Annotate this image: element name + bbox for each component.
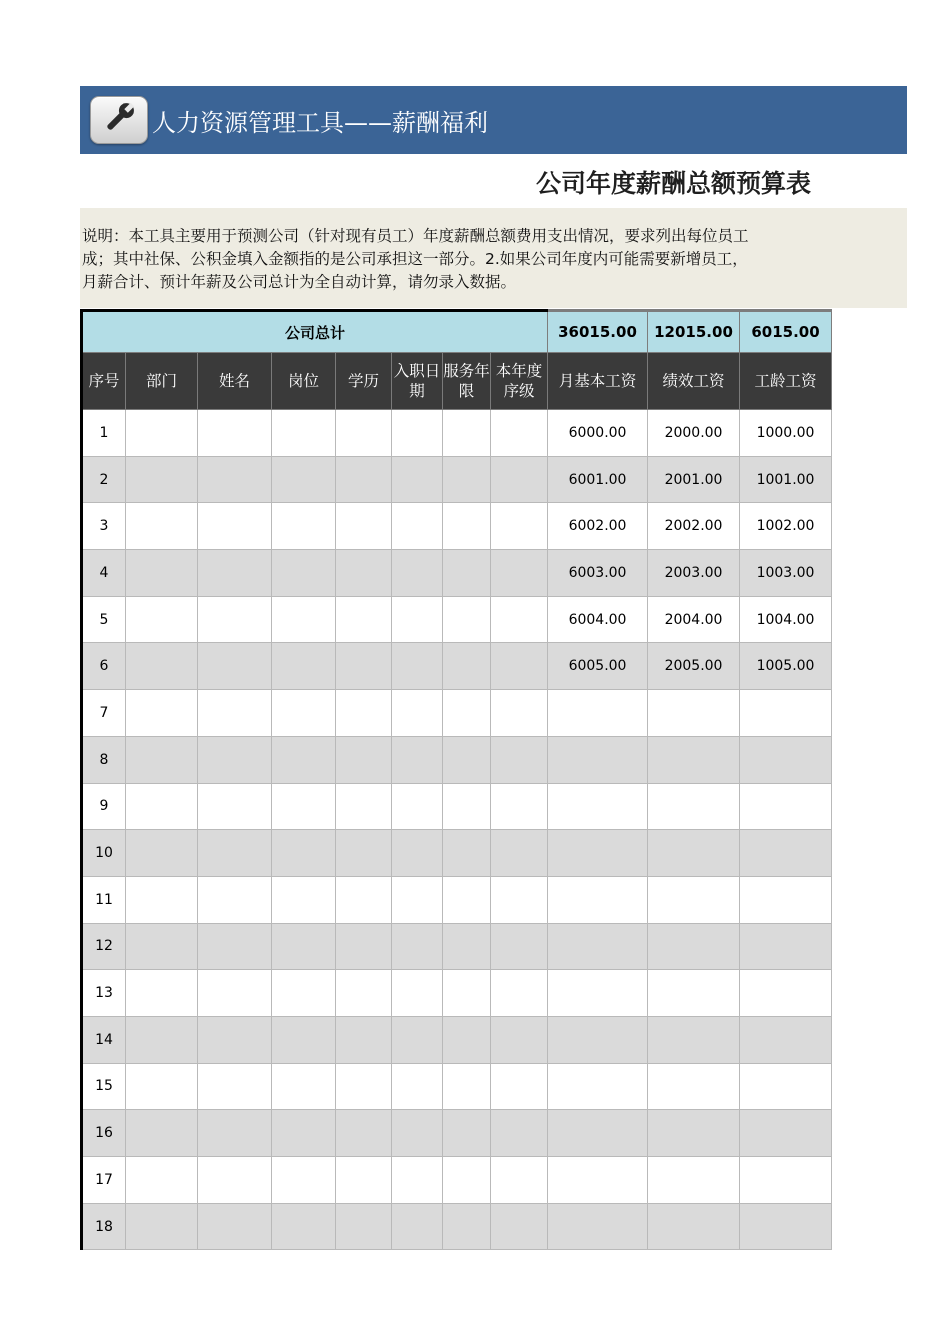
cell-grade[interactable] (491, 690, 548, 737)
cell-name[interactable] (198, 970, 272, 1017)
cell-seniority-salary[interactable] (740, 1157, 832, 1204)
cell-education[interactable] (336, 550, 392, 597)
cell-hire-date[interactable] (392, 643, 443, 690)
cell-position[interactable] (272, 410, 336, 457)
cell-name[interactable] (198, 690, 272, 737)
cell-seniority-salary[interactable]: 1002.00 (740, 503, 832, 550)
cell-index[interactable]: 8 (82, 736, 126, 783)
cell-education[interactable] (336, 596, 392, 643)
cell-name[interactable] (198, 550, 272, 597)
cell-performance-salary[interactable] (648, 1157, 740, 1204)
cell-department[interactable] (126, 1016, 198, 1063)
cell-grade[interactable] (491, 736, 548, 783)
table-row (82, 1203, 832, 1250)
cell-name[interactable] (198, 1110, 272, 1157)
header-education: 学历 (336, 353, 392, 410)
cell-position[interactable] (272, 1110, 336, 1157)
cell-performance-salary[interactable]: 2002.00 (648, 503, 740, 550)
table-row (82, 503, 832, 550)
table-row (82, 923, 832, 970)
cell-service-years[interactable] (443, 1016, 491, 1063)
cell-service-years[interactable] (443, 783, 491, 830)
cell-performance-salary[interactable] (648, 876, 740, 923)
cell-performance-salary[interactable] (648, 970, 740, 1017)
cell-name[interactable] (198, 876, 272, 923)
table-row (82, 1157, 832, 1204)
cell-education[interactable] (336, 1203, 392, 1250)
cell-department[interactable] (126, 923, 198, 970)
cell-seniority-salary[interactable] (740, 736, 832, 783)
cell-service-years[interactable] (443, 970, 491, 1017)
cell-education[interactable] (336, 1157, 392, 1204)
total-base-salary[interactable]: 36015.00 (548, 311, 648, 353)
cell-education[interactable] (336, 1110, 392, 1157)
cell-seniority-salary[interactable] (740, 830, 832, 877)
cell-base-salary[interactable] (548, 1110, 648, 1157)
cell-seniority-salary[interactable] (740, 923, 832, 970)
cell-performance-salary[interactable] (648, 736, 740, 783)
cell-position[interactable] (272, 1016, 336, 1063)
cell-hire-date[interactable] (392, 923, 443, 970)
cell-index[interactable]: 2 (82, 456, 126, 503)
cell-position[interactable] (272, 643, 336, 690)
cell-grade[interactable] (491, 1016, 548, 1063)
cell-department[interactable] (126, 876, 198, 923)
description-text (82, 225, 834, 294)
cell-name[interactable] (198, 783, 272, 830)
table-row (82, 970, 832, 1017)
cell-performance-salary[interactable] (648, 690, 740, 737)
cell-performance-salary[interactable] (648, 783, 740, 830)
table-row (82, 1110, 832, 1157)
table-row (82, 596, 832, 643)
cell-service-years[interactable] (443, 410, 491, 457)
cell-position[interactable] (272, 876, 336, 923)
cell-hire-date[interactable] (392, 1110, 443, 1157)
cell-seniority-salary[interactable] (740, 1016, 832, 1063)
cell-hire-date[interactable] (392, 1157, 443, 1204)
cell-hire-date[interactable] (392, 1016, 443, 1063)
cell-performance-salary[interactable] (648, 923, 740, 970)
cell-grade[interactable] (491, 830, 548, 877)
header-hire-date: 入职日期 (392, 353, 443, 410)
header-index: 序号 (82, 353, 126, 410)
cell-index[interactable]: 7 (82, 690, 126, 737)
cell-name[interactable] (198, 1157, 272, 1204)
cell-name[interactable] (198, 736, 272, 783)
header-service-years: 服务年限 (443, 353, 491, 410)
header-position: 岗位 (272, 353, 336, 410)
cell-position[interactable] (272, 503, 336, 550)
cell-base-salary[interactable] (548, 1203, 648, 1250)
cell-index[interactable]: 3 (82, 503, 126, 550)
cell-grade[interactable] (491, 456, 548, 503)
cell-education[interactable] (336, 736, 392, 783)
cell-hire-date[interactable] (392, 456, 443, 503)
cell-position[interactable] (272, 690, 336, 737)
cell-index[interactable]: 15 (82, 1063, 126, 1110)
cell-grade[interactable] (491, 1110, 548, 1157)
cell-base-salary[interactable] (548, 876, 648, 923)
cell-education[interactable] (336, 970, 392, 1017)
cell-performance-salary[interactable]: 2003.00 (648, 550, 740, 597)
description-line: 说明：本工具主要用于预测公司（针对现有员工）年度薪酬总额费用支出情况，要求列出每位员工 (82, 227, 749, 245)
cell-department[interactable] (126, 1203, 198, 1250)
cell-index[interactable]: 12 (82, 923, 126, 970)
cell-department[interactable] (126, 783, 198, 830)
cell-department[interactable] (126, 1063, 198, 1110)
cell-hire-date[interactable] (392, 830, 443, 877)
cell-index[interactable]: 4 (82, 550, 126, 597)
cell-position[interactable] (272, 830, 336, 877)
cell-hire-date[interactable] (392, 1203, 443, 1250)
cell-service-years[interactable] (443, 690, 491, 737)
table-row (82, 690, 832, 737)
total-performance-salary[interactable]: 12015.00 (648, 311, 740, 353)
cell-seniority-salary[interactable] (740, 783, 832, 830)
table-row (82, 830, 832, 877)
cell-seniority-salary[interactable] (740, 1063, 832, 1110)
cell-hire-date[interactable] (392, 410, 443, 457)
header-base-salary: 月基本工资 (548, 353, 648, 410)
cell-hire-date[interactable] (392, 1063, 443, 1110)
table-row (82, 643, 832, 690)
cell-hire-date[interactable] (392, 503, 443, 550)
cell-service-years[interactable] (443, 923, 491, 970)
cell-department[interactable] (126, 970, 198, 1017)
cell-base-salary[interactable] (548, 783, 648, 830)
cell-base-salary[interactable] (548, 970, 648, 1017)
cell-seniority-salary[interactable] (740, 970, 832, 1017)
description-box (80, 208, 907, 308)
banner-title: 人力资源管理工具——薪酬福利 (152, 108, 488, 137)
cell-education[interactable] (336, 876, 392, 923)
cell-name[interactable] (198, 830, 272, 877)
cell-name[interactable] (198, 456, 272, 503)
cell-position[interactable] (272, 456, 336, 503)
cell-hire-date[interactable] (392, 550, 443, 597)
cell-position[interactable] (272, 736, 336, 783)
cell-grade[interactable] (491, 876, 548, 923)
cell-service-years[interactable] (443, 1203, 491, 1250)
table-row (82, 550, 832, 597)
cell-performance-salary[interactable]: 2004.00 (648, 596, 740, 643)
cell-service-years[interactable] (443, 503, 491, 550)
cell-position[interactable] (272, 1157, 336, 1204)
cell-education[interactable] (336, 923, 392, 970)
cell-education[interactable] (336, 456, 392, 503)
column-header-row (82, 353, 832, 410)
cell-grade[interactable] (491, 503, 548, 550)
cell-education[interactable] (336, 643, 392, 690)
cell-hire-date[interactable] (392, 596, 443, 643)
cell-service-years[interactable] (443, 1157, 491, 1204)
cell-education[interactable] (336, 690, 392, 737)
cell-service-years[interactable] (443, 643, 491, 690)
cell-index[interactable]: 18 (82, 1203, 126, 1250)
cell-department[interactable] (126, 503, 198, 550)
cell-grade[interactable] (491, 550, 548, 597)
cell-hire-date[interactable] (392, 736, 443, 783)
cell-education[interactable] (336, 410, 392, 457)
cell-base-salary[interactable] (548, 690, 648, 737)
cell-hire-date[interactable] (392, 690, 443, 737)
header-seniority-salary: 工龄工资 (740, 353, 832, 410)
description-line: 成；其中社保、公积金填入金额指的是公司承担这一部分。2.如果公司年度内可能需要新增员工， (82, 250, 748, 268)
cell-base-salary[interactable] (548, 830, 648, 877)
cell-position[interactable] (272, 1203, 336, 1250)
cell-education[interactable] (336, 1016, 392, 1063)
cell-index[interactable]: 10 (82, 830, 126, 877)
table-row (82, 410, 832, 457)
cell-service-years[interactable] (443, 456, 491, 503)
cell-department[interactable] (126, 643, 198, 690)
cell-position[interactable] (272, 1063, 336, 1110)
cell-name[interactable] (198, 410, 272, 457)
cell-department[interactable] (126, 550, 198, 597)
cell-seniority-salary[interactable] (740, 1110, 832, 1157)
cell-name[interactable] (198, 923, 272, 970)
header-name: 姓名 (198, 353, 272, 410)
totals-row (82, 311, 832, 353)
salary-budget-table (80, 309, 832, 1250)
cell-service-years[interactable] (443, 596, 491, 643)
cell-grade[interactable] (491, 1203, 548, 1250)
cell-performance-salary[interactable]: 2005.00 (648, 643, 740, 690)
cell-base-salary[interactable]: 6001.00 (548, 456, 648, 503)
cell-base-salary[interactable]: 6005.00 (548, 643, 648, 690)
cell-hire-date[interactable] (392, 783, 443, 830)
cell-education[interactable] (336, 503, 392, 550)
totals-label: 公司总计 (82, 311, 548, 353)
cell-seniority-salary[interactable] (740, 690, 832, 737)
cell-education[interactable] (336, 1063, 392, 1110)
cell-service-years[interactable] (443, 1063, 491, 1110)
cell-seniority-salary[interactable] (740, 876, 832, 923)
cell-department[interactable] (126, 736, 198, 783)
cell-performance-salary[interactable] (648, 1203, 740, 1250)
header-department: 部门 (126, 353, 198, 410)
cell-seniority-salary[interactable] (740, 1203, 832, 1250)
cell-name[interactable] (198, 596, 272, 643)
cell-hire-date[interactable] (392, 970, 443, 1017)
total-seniority-salary[interactable]: 6015.00 (740, 311, 832, 353)
cell-hire-date[interactable] (392, 876, 443, 923)
cell-position[interactable] (272, 783, 336, 830)
cell-performance-salary[interactable] (648, 1110, 740, 1157)
cell-department[interactable] (126, 690, 198, 737)
cell-name[interactable] (198, 1016, 272, 1063)
cell-department[interactable] (126, 410, 198, 457)
cell-name[interactable] (198, 1203, 272, 1250)
cell-service-years[interactable] (443, 736, 491, 783)
table-row (82, 456, 832, 503)
cell-base-salary[interactable] (548, 736, 648, 783)
cell-index[interactable]: 14 (82, 1016, 126, 1063)
cell-index[interactable]: 11 (82, 876, 126, 923)
table-row (82, 783, 832, 830)
cell-performance-salary[interactable] (648, 1016, 740, 1063)
cell-position[interactable] (272, 923, 336, 970)
cell-education[interactable] (336, 783, 392, 830)
wrench-icon (102, 101, 136, 139)
app-banner (80, 86, 907, 154)
header-grade: 本年度序级 (491, 353, 548, 410)
page-title: 公司年度薪酬总额预算表 (536, 169, 812, 198)
cell-seniority-salary[interactable]: 1003.00 (740, 550, 832, 597)
cell-performance-salary[interactable] (648, 830, 740, 877)
cell-base-salary[interactable]: 6000.00 (548, 410, 648, 457)
cell-name[interactable] (198, 503, 272, 550)
cell-grade[interactable] (491, 643, 548, 690)
cell-department[interactable] (126, 596, 198, 643)
cell-base-salary[interactable] (548, 1157, 648, 1204)
cell-education[interactable] (336, 830, 392, 877)
cell-seniority-salary[interactable]: 1004.00 (740, 596, 832, 643)
cell-grade[interactable] (491, 923, 548, 970)
cell-performance-salary[interactable]: 2000.00 (648, 410, 740, 457)
table-row (82, 876, 832, 923)
cell-index[interactable]: 17 (82, 1157, 126, 1204)
cell-name[interactable] (198, 1063, 272, 1110)
cell-index[interactable]: 16 (82, 1110, 126, 1157)
cell-index[interactable]: 1 (82, 410, 126, 457)
cell-base-salary[interactable]: 6002.00 (548, 503, 648, 550)
cell-base-salary[interactable] (548, 1063, 648, 1110)
header-performance-salary: 绩效工资 (648, 353, 740, 410)
cell-service-years[interactable] (443, 830, 491, 877)
cell-performance-salary[interactable] (648, 1063, 740, 1110)
table-row (82, 736, 832, 783)
tool-button[interactable] (90, 96, 148, 144)
cell-department[interactable] (126, 1157, 198, 1204)
cell-grade[interactable] (491, 970, 548, 1017)
cell-index[interactable]: 6 (82, 643, 126, 690)
cell-grade[interactable] (491, 1063, 548, 1110)
cell-position[interactable] (272, 970, 336, 1017)
description-line: 月薪合计、预计年薪及公司总计为全自动计算，请勿录入数据。 (82, 273, 517, 291)
cell-seniority-salary[interactable]: 1001.00 (740, 456, 832, 503)
cell-position[interactable] (272, 550, 336, 597)
cell-grade[interactable] (491, 1157, 548, 1204)
cell-department[interactable] (126, 1110, 198, 1157)
cell-seniority-salary[interactable]: 1005.00 (740, 643, 832, 690)
cell-name[interactable] (198, 643, 272, 690)
cell-base-salary[interactable]: 6003.00 (548, 550, 648, 597)
cell-base-salary[interactable] (548, 923, 648, 970)
cell-service-years[interactable] (443, 1110, 491, 1157)
table-row (82, 1016, 832, 1063)
cell-department[interactable] (126, 830, 198, 877)
cell-department[interactable] (126, 456, 198, 503)
cell-grade[interactable] (491, 410, 548, 457)
cell-index[interactable]: 9 (82, 783, 126, 830)
cell-service-years[interactable] (443, 550, 491, 597)
cell-base-salary[interactable] (548, 1016, 648, 1063)
cell-base-salary[interactable]: 6004.00 (548, 596, 648, 643)
cell-index[interactable]: 13 (82, 970, 126, 1017)
cell-performance-salary[interactable]: 2001.00 (648, 456, 740, 503)
cell-grade[interactable] (491, 783, 548, 830)
cell-seniority-salary[interactable]: 1000.00 (740, 410, 832, 457)
table-row (82, 1063, 832, 1110)
cell-position[interactable] (272, 596, 336, 643)
cell-service-years[interactable] (443, 876, 491, 923)
cell-grade[interactable] (491, 596, 548, 643)
cell-index[interactable]: 5 (82, 596, 126, 643)
